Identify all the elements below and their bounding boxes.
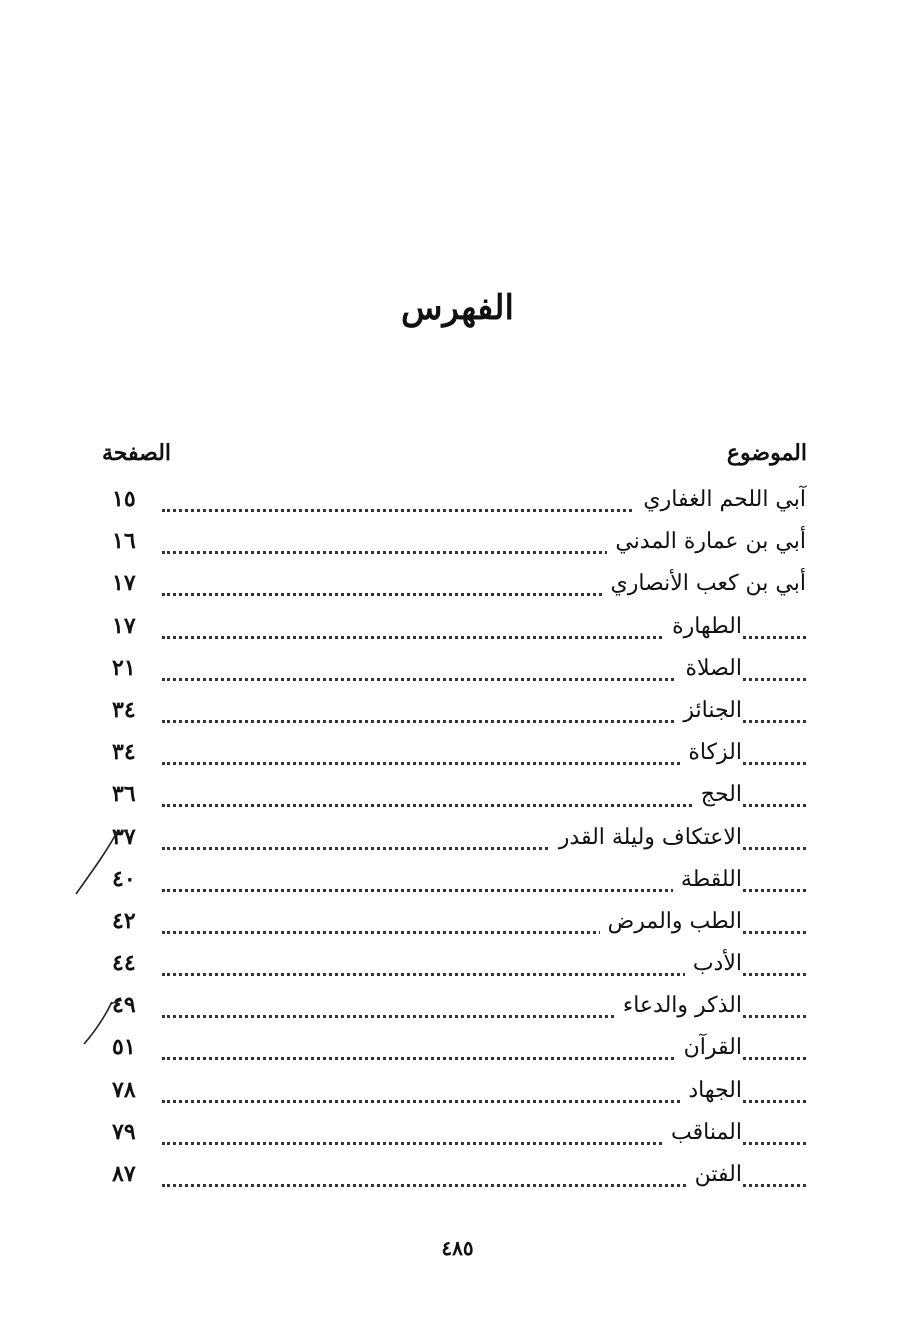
toc-entry-label: الذكر والدعاء bbox=[615, 993, 742, 1018]
toc-entry bbox=[100, 1074, 806, 1116]
page-title: الفهرس bbox=[401, 288, 514, 328]
toc-entry bbox=[100, 610, 806, 652]
toc-entry-page: ٤٤ bbox=[112, 950, 136, 977]
toc-entry bbox=[100, 863, 806, 905]
toc-entry bbox=[100, 947, 806, 989]
toc-entry bbox=[100, 652, 806, 694]
toc-entry bbox=[100, 1158, 806, 1200]
toc-entry-label: أبي بن كعب الأنصاري bbox=[602, 571, 806, 596]
toc-entry-page: ٤٩ bbox=[112, 992, 136, 1019]
toc-entry-label: أبي بن عمارة المدني bbox=[607, 529, 806, 554]
toc-entry-label: اللقطة bbox=[673, 867, 742, 892]
toc-entry bbox=[100, 694, 806, 736]
toc-entry bbox=[100, 483, 806, 525]
toc-entry bbox=[100, 989, 806, 1031]
toc-entry-page: ١٥ bbox=[112, 486, 136, 512]
toc-entry-page: ٧٩ bbox=[112, 1118, 136, 1145]
toc-entry-page: ١٧ bbox=[112, 612, 136, 639]
toc-entry-label: الزكاة bbox=[680, 740, 742, 765]
toc-entry-page: ٣٤ bbox=[112, 739, 136, 766]
toc-entry-page: ٣٦ bbox=[112, 781, 136, 808]
toc-entry-label: الحج bbox=[693, 782, 742, 807]
toc-entry-label: الفتن bbox=[687, 1162, 742, 1187]
page-number: ٤٨٥ bbox=[441, 1236, 474, 1260]
toc-entry-label: الجنائز bbox=[675, 698, 742, 723]
toc-entry-label: الطب والمرض bbox=[600, 909, 742, 934]
toc-entry-page: ٥١ bbox=[112, 1034, 136, 1061]
toc-entry-label: الطهارة bbox=[664, 614, 742, 639]
toc-entry-label: الاعتكاف وليلة القدر bbox=[551, 825, 742, 850]
toc-entry-page: ٧٨ bbox=[112, 1076, 136, 1103]
toc-entry bbox=[100, 1031, 806, 1073]
toc-entry bbox=[100, 821, 806, 863]
toc-entry-label: القرآن bbox=[676, 1035, 742, 1060]
toc-entry bbox=[100, 1116, 806, 1158]
toc-entry-page: ٣٤ bbox=[112, 696, 136, 723]
toc-entry-page: ٨٧ bbox=[112, 1161, 136, 1187]
toc-entry-label: آبي اللحم الغفاري bbox=[635, 487, 806, 512]
page-column-header: الصفحة bbox=[102, 440, 172, 466]
toc-entry bbox=[100, 525, 806, 567]
toc-entry bbox=[100, 778, 806, 820]
toc-entry bbox=[100, 567, 806, 609]
toc-list bbox=[100, 483, 806, 1200]
topic-column-header: الموضوع bbox=[726, 440, 807, 466]
toc-entry-page: ٤٢ bbox=[112, 907, 136, 934]
toc-entry bbox=[100, 736, 806, 778]
toc-entry-page: ٢١ bbox=[112, 654, 136, 681]
toc-entry-label: الجهاد bbox=[680, 1078, 742, 1103]
toc-entry-page: ٣٧ bbox=[112, 823, 136, 850]
toc-entry bbox=[100, 905, 806, 947]
toc-entry-label: المناقب bbox=[663, 1120, 742, 1145]
toc-entry-page: ١٧ bbox=[112, 570, 136, 597]
toc-entry-page: ٤٠ bbox=[112, 865, 136, 892]
toc-entry-label: الأدب bbox=[685, 951, 742, 976]
toc-entry-page: ١٦ bbox=[112, 528, 136, 555]
toc-entry-label: الصلاة bbox=[677, 656, 742, 681]
